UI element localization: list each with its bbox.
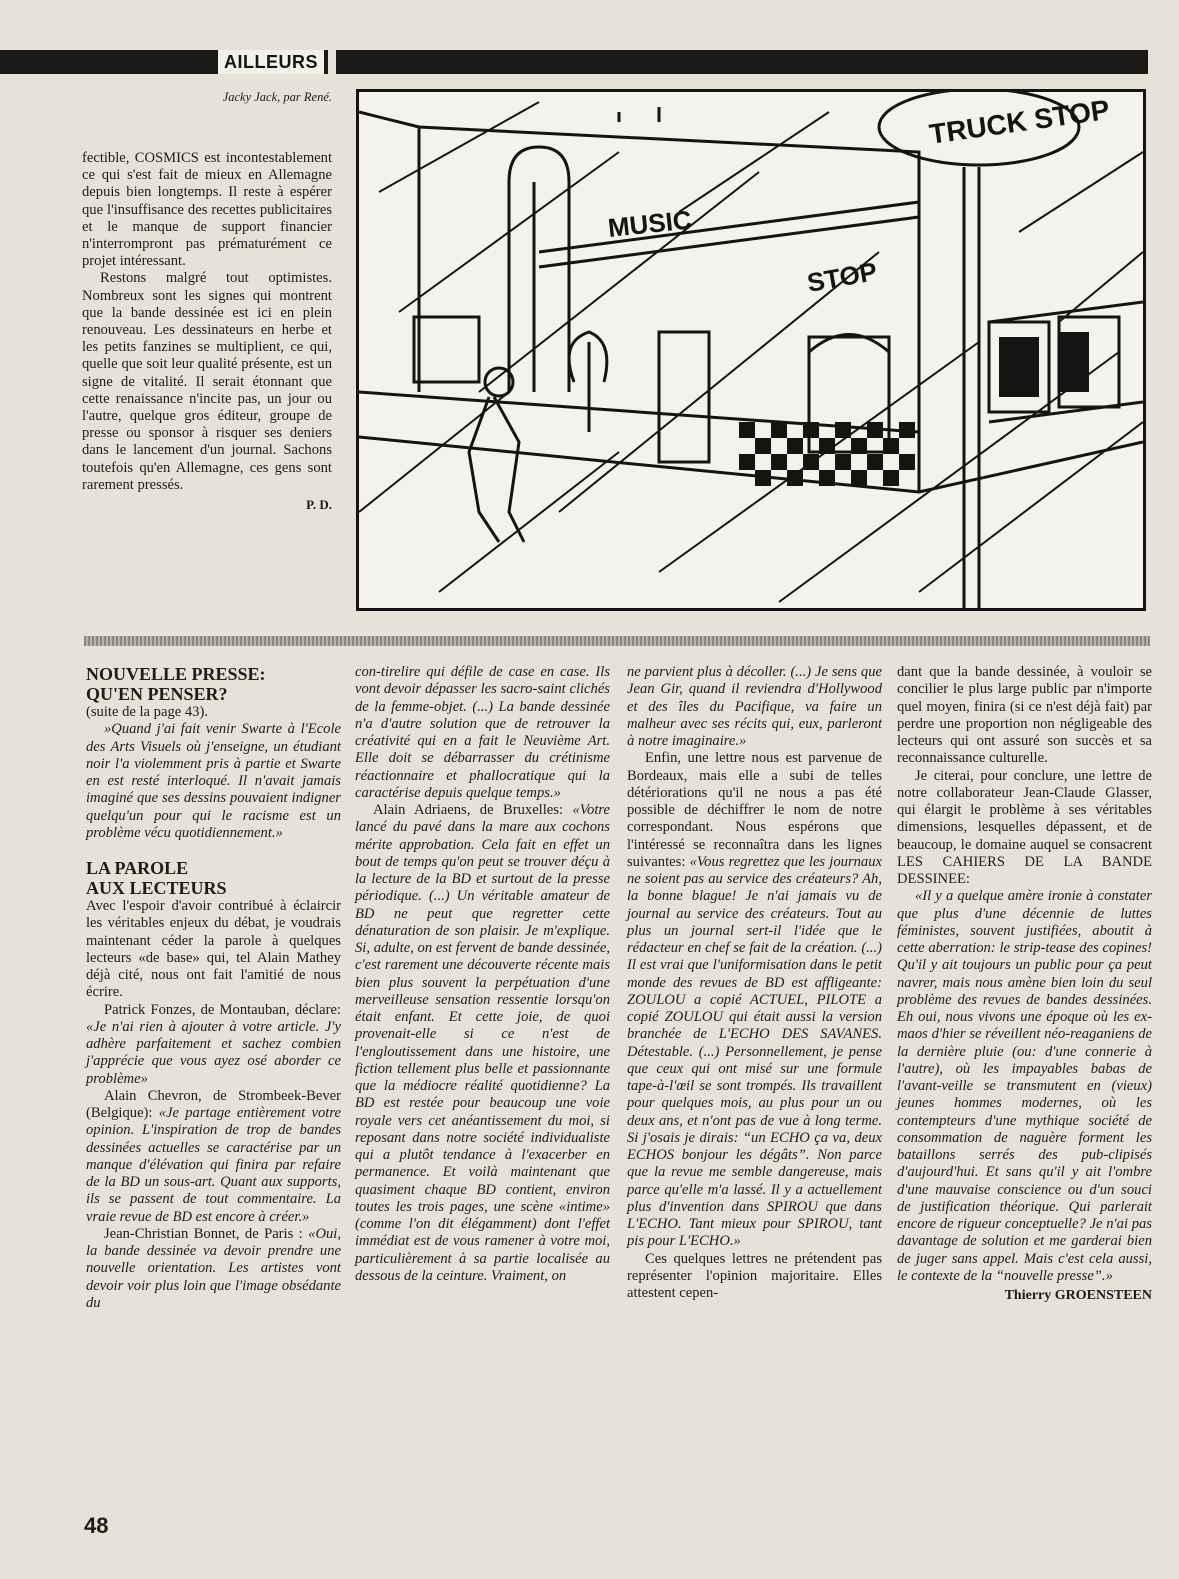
article-column-4 <box>897 664 1152 1304</box>
conclusion-a: Ces quelques lettres ne prétendent pas représenter l'opinion majoritaire. Elles attestent cepen- <box>627 1250 882 1301</box>
quote-swarte: »Quand j'ai fait venir Swarte à l'Ecole des Arts Visuels où j'enseigne, un étudiant noir l'a violemment pris à partie et Swarte en est resté interloqué. Il n'avait jamais imaginé que ses dessins pouvaient indigner quelqu'un pour qui le racisme est un problème vécu quotidiennement.» <box>86 721 341 841</box>
glasser-quote: «Il y a quelque amère ironie à constater que plus d'une décennie de luttes féministes, souvent justifiées, aboutit à cette aberration: le strip-tease des copines! Qu'il y ait toujours un public pour ça peut navrer, mais nous amène bien loin du seul problème des revues de bandes dessinées. Eh oui, nous vivons une époque où les ex-maos d'hier se réveillent néo-reaganiens de la dernière pluie (ou: d'une connerie à l'autre), où les impayables babas de l'avant-veille se transmutent en (vieux) jeunes hommes modernes, où les contempteurs d'une mythique société de consommation de naguère forment les bataillons serrés des pub-clipisés d'aujourd'hui. Et sans qu'il y ait l'ombre d'une mauvaise conscience ou d'un souci de justification théorique. Qui parlerait encore de rigueur conceptuelle? Je n'ai pas davantage de solution et me garderai bien de juger sans appel. Mais c'est cela aussi, le contexte de la “nouvelle presse”.» <box>897 888 1152 1284</box>
letter-bordeaux <box>627 750 882 1250</box>
letter-bonnet-quote-a: «Oui, la bande dessinée va devoir prendre une nouvelle orientation. Les artistes vont devoir voir plus loin que l'image obsédante du <box>86 1225 341 1311</box>
letter-fonzes-quote: «Je n'ai rien à ajouter à votre article. J'y adhère parfaitement et sachez combien j'apprécie que vous ayez osé aborder ce problème» <box>86 1018 341 1087</box>
article-title-line-2: QU'EN PENSER? <box>86 684 228 704</box>
letter-bonnet-lead: Jean-Christian Bonnet, de Paris : <box>104 1225 309 1242</box>
letter-fonzes <box>86 1002 341 1088</box>
letter-bordeaux-lead: Enfin, une lettre nous est parvenue de Bordeaux, mais elle a subi de telles détériorations qu'il ne nous a pas été possible de déchiffrer le nom de notre correspondant. Nous espérons que l'intéressé se reconnaîtra dans les lignes suivantes: <box>627 750 882 870</box>
section-divider <box>84 636 1150 646</box>
letter-chevron <box>86 1088 341 1226</box>
article-signature: Thierry GROENSTEEN <box>1004 1288 1152 1303</box>
letter-chevron-lead: Alain Chevron, de Strombeek-Bever (Belgique): <box>86 1087 341 1121</box>
letter-bordeaux-quote: «Vous regrettez que les journaux ne soient pas au service des créateurs? Ah, la bonne blague! Je n'ai jamais vu de journal au service des créateurs. Tout au plus un journal sert-il l'idée que le rédacteur en chef se fait de la création. (...) Il est vrai que l'uniformisation dans le petit monde des revues de BD est affligeante: ZOULOU a copié ACTUEL, PILOTE a copié ZOULOU qui était aussi la version branchée de L'ECHO DES SAVANES. Détestable. (...) Personnellement, je pense que ceux qui ont misé sur une formule tape-à-l'œil se sont trompés. Ils travaillent pour quelques mois, au plus pour un ou deux ans, et n'ont pas de vue à long terme. Si j'osais je dirais: “un ECHO ça va, deux ECHOS bonjour les dégâts”. Non parce que la revue me semble dangereuse, mais parce qu'elle m'a lassé. Il y a actuellement plus d'invention dans SPIROU que dans L'ECHO. Tant mieux pour SPIROU, tant pis pour L'ECHO.» <box>627 853 882 1250</box>
header-bar-right <box>336 50 1148 74</box>
letter-adriaens-quote-b: ne parvient plus à décoller. (...) Je sens que Jean Gir, quand il reviendra d'Hollywood et des îles du Pacifique, va faire un malheur avec ses récits qui, eux, parleront à notre imaginaire.» <box>627 664 882 749</box>
article-subtitle: (suite de la page 43). <box>86 704 208 720</box>
comic-wall-text-1: MUSIC <box>606 204 693 243</box>
intro-text <box>82 150 332 513</box>
section2-title-line-2: AUX LECTEURS <box>86 878 227 898</box>
comic-wall-text-2: STOP <box>804 256 880 298</box>
glasser-lead: Je citerai, pour conclure, une lettre de notre collaborateur Jean-Claude Glasser, qui élargit le problème à ses véritables dimensions, lesquelles dépassent, et de beaucoup, le domaine auquel se consacrent LES CAHIERS DE LA BANDE DESSINEE: <box>897 767 1152 887</box>
article-column-3 <box>627 664 882 1302</box>
readers-intro: Avec l'espoir d'avoir contribué à éclaircir les véritables enjeux du débat, je voudrais maintenant céder la parole à quelques lecteurs «de base» qui, tel Alain Mathey déjà cité, nous ont fait l'amitié de nous écrire. <box>86 898 341 1001</box>
intro-paragraph-2: Restons malgré tout optimistes. Nombreux sont les signes qui montrent que la bande dessinée est ici en plein renouveau. Les dessinateurs en herbe et les petits fanzines se multiplient, ce qui, quelle que soit leur qualité présente, est un signe de vitalité. Il serait étonnant que cette renaissance n'incite pas, un jour ou l'autre, quelque gros éditeur, groupe de presse ou sponsor à risquer ses deniers dans le lancement d'un journal. Sachons toutefois qu'en Allemagne, ces gens sont rarement pressés. <box>82 270 332 493</box>
comic-panel <box>356 89 1146 611</box>
section-label: AILLEURS <box>218 50 324 74</box>
letter-adriaens <box>355 802 610 1285</box>
comic-sign-text: TRUCK STOP <box>927 93 1112 150</box>
conclusion-b: dant que la bande dessinée, à vouloir se concilier le plus large public par n'importe quel moyen, finira (si ce n'est déjà fait) par perdre une proportion non négligeable des lecteurs qui ont assuré son succès et sa reconnaissance culturelle. <box>897 664 1152 767</box>
page-number: 48 <box>84 1513 109 1538</box>
letter-adriaens-quote-a: «Votre lancé du pavé dans la mare aux cochons mérite approbation. Cela fait en effet un bout de temps qu'on peut se trouver déçu à la lecture de la BD et surtout de la presse périodique. (...) Un véritable amateur de BD ne peut que regretter cette dénaturation de son plaisir. Je m'explique. Si, adulte, on est fervent de bande dessinée, c'est rarement une découverte récente mais bien plus souvent la perpétuation d'une merveilleuse sensation ressentie lorsqu'on était enfant. Et cette joie, de quoi provenait-elle si ce n'est de l'engloutissement dans une histoire, une fiction tellement plus belle et passionnante que la médiocre réalité quotidienne? La BD est restée pour beaucoup une voie royale vers cet anéantissement du moi, si reposant dans notre société individualiste qui a plutôt tendance à l'exacerber en permanence. Et voilà maintenant que quasiment chaque BD contient, environ toutes les trois pages, une scène «intime» (comme l'on dit élégamment) dont l'effet immédiat est de vous ramener à votre moi, particulièrement à sa partie localisée au dessous de la ceinture. Vraiment, on <box>355 802 610 1284</box>
article-column-1 <box>86 664 341 1312</box>
comic-illustration <box>359 92 1143 608</box>
intro-signature: P. D. <box>306 497 332 513</box>
article-title-line-1: NOUVELLE PRESSE: <box>86 664 266 684</box>
letter-bonnet <box>86 1226 341 1312</box>
letter-adriaens-lead: Alain Adriaens, de Bruxelles: <box>373 802 573 818</box>
letter-fonzes-lead: Patrick Fonzes, de Montauban, déclare: <box>104 1001 341 1018</box>
article-column-2 <box>355 664 610 1285</box>
illustration-caption: Jacky Jack, par René. <box>222 90 332 104</box>
letter-chevron-quote: «Je partage entièrement votre opinion. L'inspiration de trop de bandes dessinées actuelles se caractérise par un manque d'élévation qui finira par refaire de la BD un sous-art. Quant aux supports, ils se passent de tout commentaire. La vraie revue de BD est encore à créer.» <box>86 1105 341 1225</box>
section2-title-line-1: LA PAROLE <box>86 858 189 878</box>
intro-paragraph-1: fectible, COSMICS est incontestablement ce qui s'est fait de mieux en Allemagne depuis bien longtemps. Il reste à espérer que l'insuffisance des recettes publicitaires et le manque de support financier n'interrompront pas prématurément ce projet intéressant. <box>82 150 332 270</box>
letter-bonnet-quote-b: con-tirelire qui défile de case en case. Ils vont devoir dépasser les sacro-saint clichés de la femme-objet. (...) La bande dessinée n'a d'autre solution que de retrouver la créativité qui en a fait le Neuvième Art. Elle doit se débarrasser du crétinisme réactionnaire et phallocratique qui la caractérise depuis quelque temps.» <box>355 664 610 801</box>
